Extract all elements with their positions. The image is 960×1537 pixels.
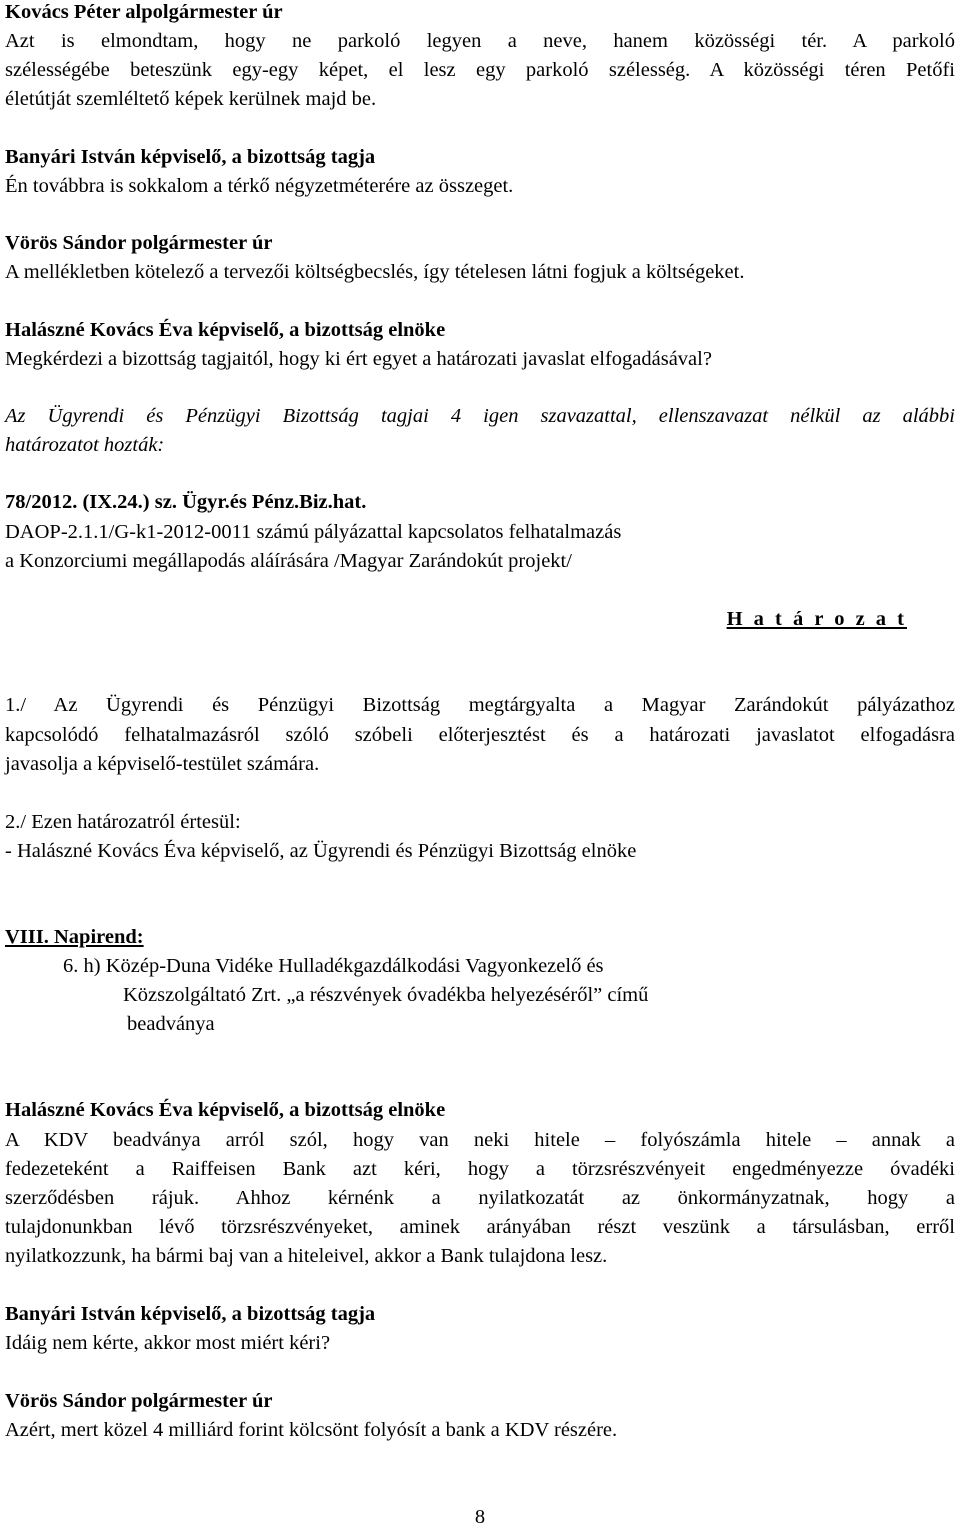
resolution-subject-line: a Konzorciumi megállapodás aláírására /Magyar Zarándokút projekt/: [5, 550, 572, 572]
notification-recipient: - Halászné Kovács Éva képviselő, az Ügyrendi és Pénzügyi Bizottság elnöke: [5, 840, 637, 862]
speaker-heading: Banyári István képviselő, a bizottság tagja: [5, 1303, 376, 1325]
agenda-item-line: 6. h) Közép-Duna Vidéke Hulladékgazdálkodási Vagyonkezelő és: [63, 955, 604, 977]
paragraph-line: nyilatkozzunk, ha bármi baj van a hiteleivel, akkor a Bank tulajdona lesz.: [5, 1245, 608, 1267]
speaker-heading: Vörös Sándor polgármester úr: [5, 232, 273, 254]
paragraph-line: Megkérdezi a bizottság tagjaitól, hogy ki ért egyet a határozati javaslat elfogadásával?: [5, 348, 712, 370]
notification-title: 2./ Ezen határozatról értesül:: [5, 811, 241, 833]
paragraph-line: szélességébe beteszünk egy-egy képet, el lesz egy parkoló szélesség. A közösségi téren Petőfi: [5, 59, 955, 81]
paragraph-line: életútját szemléltető képek kerülnek majd be.: [5, 88, 377, 110]
resolution-heading: H a t á r o z a t: [726, 608, 907, 630]
resolution-point-line: javasolja a képviselő-testület számára.: [5, 753, 320, 775]
speaker-heading: Kovács Péter alpolgármester úr: [5, 1, 283, 23]
paragraph-line: Idáig nem kérte, akkor most miért kéri?: [5, 1332, 331, 1354]
speaker-heading: Halászné Kovács Éva képviselő, a bizottság elnöke: [5, 1099, 446, 1121]
paragraph-line: fedezeteként a Raiffeisen Bank azt kéri, hogy a törzsrészvényeit engedményezze óvadéki: [5, 1158, 955, 1180]
paragraph-line: szerződésben rájuk. Ahhoz kérnénk a nyilatkozatát az önkormányzatnak, hogy a: [5, 1187, 955, 1209]
resolution-subject-line: DAOP-2.1.1/G-k1-2012-0011 számú pályázattal kapcsolatos felhatalmazás: [5, 521, 622, 543]
page-number: 8: [474, 1506, 486, 1528]
paragraph-line: A mellékletben kötelező a tervezői költségbecslés, így tételesen látni fogjuk a költségeket.: [5, 261, 745, 283]
resolution-point-line: kapcsolódó felhatalmazásról szóló szóbeli előterjesztést és a határozati javaslatot elfogadásra: [5, 724, 955, 746]
paragraph-line: tulajdonunkban lévő törzsrészvényeket, aminek arányában részt veszünk a társulásban, erről: [5, 1216, 955, 1238]
vote-statement-line: Az Ügyrendi és Pénzügyi Bizottság tagjai 4 igen szavazattal, ellenszavazat nélkül az alábbi: [5, 405, 955, 427]
agenda-item-line: Közszolgáltató Zrt. „a részvények óvadékba helyezéséről” című: [123, 984, 649, 1006]
speaker-heading: Banyári István képviselő, a bizottság tagja: [5, 146, 376, 168]
agenda-item-line: beadványa: [127, 1013, 215, 1035]
speaker-heading: Halászné Kovács Éva képviselő, a bizottság elnöke: [5, 319, 446, 341]
paragraph-line: Én továbbra is sokkalom a térkő négyzetméterére az összeget.: [5, 175, 514, 197]
speaker-heading: Vörös Sándor polgármester úr: [5, 1390, 273, 1412]
agenda-title: VIII. Napirend:: [5, 926, 144, 948]
paragraph-line: Azt is elmondtam, hogy ne parkoló legyen a neve, hanem közösségi tér. A parkoló: [5, 30, 955, 52]
paragraph-line: A KDV beadványa arról szól, hogy van neki hitele – folyószámla hitele – annak a: [5, 1129, 955, 1151]
paragraph-line: Azért, mert közel 4 milliárd forint kölcsönt folyósít a bank a KDV részére.: [5, 1419, 618, 1441]
resolution-point-line: 1./ Az Ügyrendi és Pénzügyi Bizottság megtárgyalta a Magyar Zarándokút pályázathoz: [5, 694, 955, 716]
resolution-number: 78/2012. (IX.24.) sz. Ügyr.és Pénz.Biz.hat.: [5, 491, 367, 513]
vote-statement-line: határozatot hozták:: [5, 434, 165, 456]
